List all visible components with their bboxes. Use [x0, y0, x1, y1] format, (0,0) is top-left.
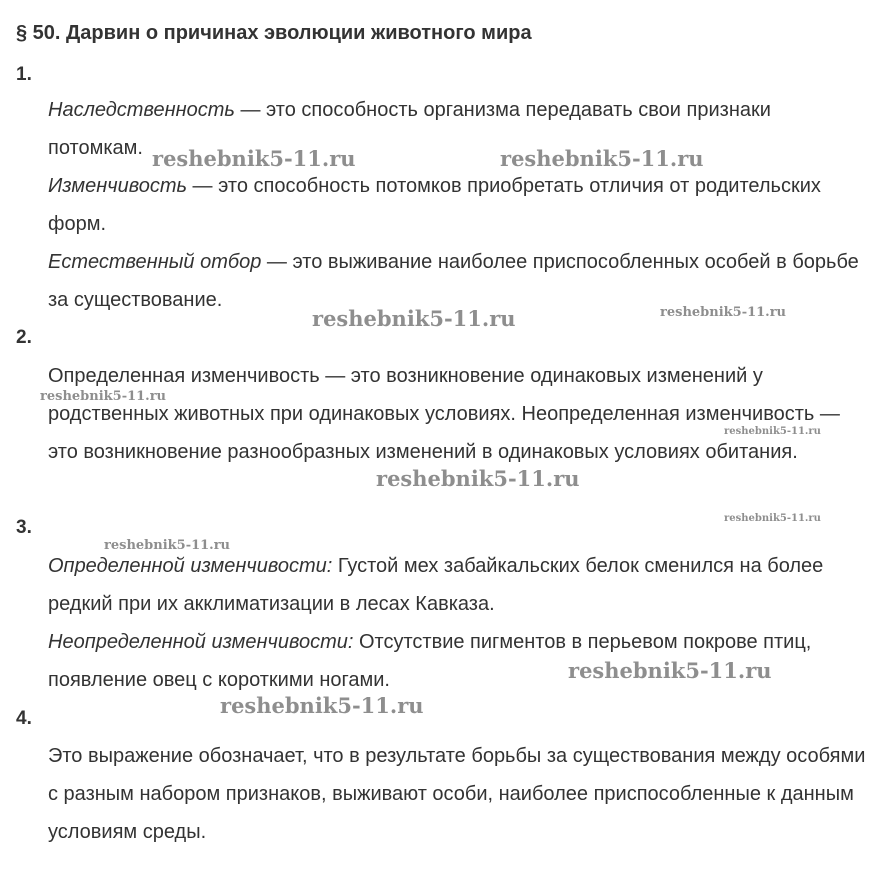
term-indefinite: Неопределенной изменчивости: — [48, 631, 354, 653]
paragraph-expression — [48, 737, 868, 851]
page-title: § 50. Дарвин о причинах эволюции животного мира — [16, 22, 532, 44]
definition-heredity: — это способность организма передавать свои признаки потомкам. — [48, 99, 771, 159]
section-number-3: 3. — [16, 517, 32, 538]
term-variability: Изменчивость — [48, 175, 187, 197]
section-number-4: 4. — [16, 708, 32, 729]
watermark: reshebnik5-11.ru — [568, 658, 772, 683]
watermark: reshebnik5-11.ru — [500, 146, 704, 171]
term-natural-selection: Естественный отбор — [48, 251, 262, 273]
watermark: reshebnik5-11.ru — [104, 538, 231, 553]
definite-example-text: Густой мех забайкальских белок сменился на более редкий при их акклиматизации в лесах Кавказа. — [48, 555, 824, 615]
section-number-1: 1. — [16, 64, 32, 85]
paragraph-variability-types — [48, 357, 868, 471]
paragraph-definite-example — [48, 547, 868, 623]
watermark: reshebnik5-11.ru — [724, 513, 821, 524]
watermark: reshebnik5-11.ru — [152, 146, 356, 171]
expression-text: Это выражение обозначает, что в результате борьбы за существования между особями с разным набором признаков, выживают особи, наиболее приспособленные к данным условиям среды. — [48, 745, 866, 843]
definition-natural-selection: — это выживание наиболее приспособленных особей в борьбе за существование. — [48, 251, 859, 311]
watermark: reshebnik5-11.ru — [220, 693, 424, 718]
term-definite: Определенной изменчивости: — [48, 555, 333, 577]
watermark: reshebnik5-11.ru — [312, 306, 516, 331]
section-number-2: 2. — [16, 327, 32, 348]
watermark: reshebnik5-11.ru — [724, 426, 821, 437]
watermark: reshebnik5-11.ru — [376, 466, 580, 491]
definition-variability: — это способность потомков приобретать отличия от родительских форм. — [48, 175, 821, 235]
watermark: reshebnik5-11.ru — [40, 389, 167, 404]
variability-types-text: Определенная изменчивость — это возникновение одинаковых изменений у родственных животных при одинаковых условиях. Неопределенная изменчивость — это возникновение разнообразных изменений в одинаковых условиях обитания. — [48, 365, 840, 463]
indefinite-example-text: Отсутствие пигментов в перьевом покрове птиц, появление овец с короткими ногами. — [48, 631, 812, 691]
term-heredity: Наследственность — [48, 99, 235, 121]
watermark: reshebnik5-11.ru — [660, 305, 787, 320]
paragraph-variability — [48, 167, 868, 243]
